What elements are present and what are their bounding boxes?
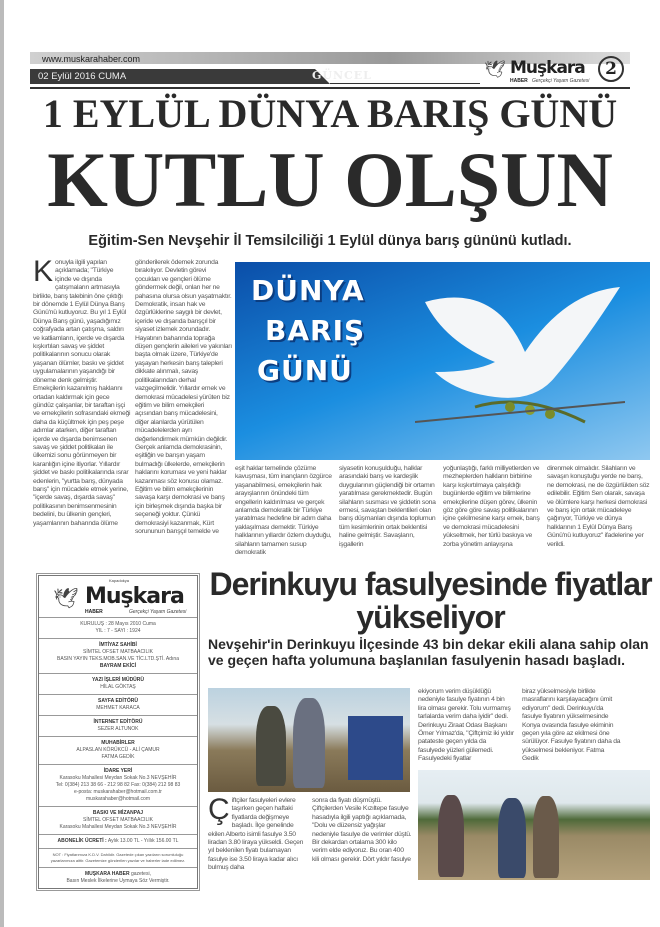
article2-column-2: sonra da fiyatı düşmüştü. Çiftçilerden Vesile Kızıltepe fasulye hasadıyla ilgili yaptığı açıklamada, "Dolu ve düzensiz yağışlar nedeniyle fasulye de verimler düştü. Bir dekardan ortalama 300 kilo verim elde ediyoruz. Bu oran 400 kili olması gerekir. Dört yıldır fasulye <box>312 797 412 863</box>
drop-cap: Ç <box>208 793 230 826</box>
logo-haber: HABER <box>85 609 103 615</box>
article1-column-1 <box>33 255 131 528</box>
masthead-founded: KURULUŞ : 28 Mayıs 2010 Cuma YIL : 7 - SAYI : 1924 <box>39 618 197 639</box>
drop-cap: K <box>33 255 54 288</box>
logo-haber: HABER <box>510 78 528 84</box>
article2-column-4: biraz yükselmesiyle birlikte masraflarını karşılayacağını ümit ediyorum" dedi. Derinkuyu'da fasulye fiyatının yükselmesinde Konya ovasında fasulye ekiminin geçen yıla göre az ekilmesi öne sürülüyor. Fasulye fiyatının daha da yükselmesi bekleniyor. Fatma Gedik <box>522 688 621 763</box>
farmer-figure <box>293 698 325 788</box>
logo-tagline: Gerçekçi Yaşam Gazetesi <box>532 78 590 84</box>
article1-subheadline: Eğitim-Sen Nevşehir İl Temsilciliği 1 Eylül dünya barış gününü kutladı. <box>88 233 572 249</box>
page-edge <box>0 0 4 927</box>
website-url[interactable]: www.muskarahaber.com <box>42 54 141 64</box>
article1-column-3: eşit haklar temelinde çözüme kavuşması, tüm inançların özgürce yaşanabilmesi, emekçilerin hak arayışlarının önündeki tüm engellerin kaldırılması ve gerçek anlamda demokratik bir Türkiye yaratılması hedefine bir adım daha yaklaşılması demektir. Türkiye halklarının yıllardır özlem duyduğu, silahların tamamen susup demokratik <box>235 465 332 557</box>
section-label: GÜNCEL <box>312 69 372 82</box>
harvest-photo <box>208 688 410 792</box>
masthead-page-editor: SAYFA EDİTÖRÜ MEHMET KARACA <box>39 695 197 716</box>
image-text-baris: BARIŞ <box>265 314 366 347</box>
column-text: iftçiler fasulyeleri evlere taşırken geçen haftaki fiyatlarda değişmeye başladı. İlçe genelinde ekilen Alberto isimli fasulye 3.50 liradan 3.80 liraya yükseldi. Geçen yıl beklenilen fiyatı bulamayan fasulye ise 3.50 liraya kadar alıcı bulmuş daha <box>208 797 304 872</box>
masthead-editor: YAZI İŞLERİ MÜDÜRÜ HİLAL GÖKTAŞ <box>39 674 197 695</box>
farmer-figure <box>498 798 526 878</box>
masthead-owner: İMTİYAZ SAHİBİ SİMTEL OFSET MATBAACILIK BASIN YAYIN TEKS.MOB.SAN.VE TİC.LTD.ŞTİ. Adına BAYRAM EKİCİ <box>39 639 197 674</box>
article1-column-2: gönderilerek ödemek zorunda bırakılıyor. Devletin görevi çocukları ve gençleri ölüme göndermek değil, onları her ne pahasına olursa olsun yaşatmaktır. Demokratik, insan hak ve özgürlüklerine saygılı bir devlet, içeride ve dışarıda barışçıl bir siyaset izlemek zorundadır. Hayatının baharında toprağa düşen gençlerin aileleri ve yakınları başta olmak üzere, Türkiye'de yaşayan herkesin barış talepleri dikkate alınmalı, savaş politikalarından derhal vazgeçilmelidir. Yıllardır emek ve demokrasi mücadelesi yürüten biz eğitim ve bilim emekçileri açısından barış mücadelesini, diğer alanlarda yürütülen mücadelelerden ayrı değerlendirmek mümkün değildir. Gerçek anlamda demokrasinin, eşitliğin ve barışın yaşam bulmadığı ülkelerde, emekçilerin haklarını koruması ve yeni haklar kazanması söz konusu olamaz. Eğitim ve bilim emekçilerinin savaşa karşı demokrasi ve barış için birleşmek dışında başka bir seçeneği yoktur. Çünkü demokrasiyi kazanmak, Kürt sorununun barışçıl temelde ve <box>135 259 232 535</box>
article1-column-5: yoğunlaştığı, farklı milliyetlerden ve mezheplerden halkların birbirine karşı kışkırtılmaya çalışıldığı bugünlerde eğitim ve bilimlerine emekçilerine düşen görev, ülkenin göz göre göre savaş politikalarının içine çekilmesine karşı emek, barış ve demokrasi mücadelesini yükseltmek, her türlü baskıya ve zorba yönetim anlayışına <box>443 465 540 548</box>
article1-column-6: direnmek olmalıdır. Silahların ve savaşın konuştuğu yerde ne barış, ne demokrasi, ne de özgürlükten söz edilebilir. Eğitim Sen olarak, savaşa ve ölümlere karşı herkesi demokrasi ve barış için ortak mücadeleye çağırıyor, Türkiye ve dünya halklarının 1 Eylül Dünya Barış Günü'nü kutluyoruz" ifadelerine yer verildi. <box>547 465 650 548</box>
masthead-ethics: MUŞKARA HABER gazetesi, Basın Meslek İlkelerine Uymaya Söz Vermiştir. <box>66 871 170 884</box>
farmer-figure <box>533 796 559 878</box>
issue-date: 02 Eylül 2016 CUMA <box>38 71 127 82</box>
headline-line-2: KUTLU OLŞUN <box>47 136 613 223</box>
logo-wordmark: Muşkara <box>510 58 585 78</box>
image-text-dunya: DÜNYA <box>251 274 365 307</box>
article1-column-4: siyasetin konuşulduğu, halklar arasındaki barış ve kardeşlik duygularının güçlendiği bir ortamın yaratılması gerekmektedir. Bugün silahların susması ve şiddetin sona ermesi, savaştan beklentileri olan barış düşmanları dışında toplumun tüm kesimlerinin ortak beklentisi haline gelmiştir. Savaşların, işgallerin <box>339 465 436 548</box>
masthead-print: BASKI VE MİZANPAJ SİMTEL OFSET MATBAACILIK Karasoku Mahallesi Meydan Sokak No.3 NEVŞEHİR <box>39 807 197 835</box>
farmer-figure <box>438 795 464 877</box>
column-text: onuyla ilgili yapılan açıklamada; "Türkiye içinde ve dışında çatışmaların artmasıyla birlikte, barış talebinin öne çıktığı bir dönemde 1 Eylül Dünya Barış Günü'nü kutluyoruz. Bu yıl 1 Eylül Dünya Barış günü, yaşadığımız coğrafyada artan çatışma, saldırı ve katliamların, içerde ve dışarda kışkırtılan savaş ve şiddet politikalarının sonucu olarak yaşanan ölümler, baskı ve şiddet uygulamalarının yaşandığı bir döneme denk gelmiştir. Emekçilerin kazanılmış haklarını ortadan kaldırmak için gece gündüz çalışanlar, bir taraftan işçi ve emekçilerin sofrasındaki ekmeği daha da küçültmek için peş peşe adımlar atarken, diğer taraftan içerde ve dışarda benimsenen savaş ve şiddet politikaları ile ülkemizi sonu görünmeyen bir karanlığın içine itiyorlar. Yıllardır şiddet ve baskı politikalarında ısrar edenlerin, "yurtta barış, dünyada barış" için mücadele etmek yerine, "içerde savaş, dışarda savaş" politikasının benimsenmesinin bedelini, bu ülkenin gençleri, yaşamlarının baharında ölüme <box>33 259 131 527</box>
masthead-box <box>38 575 198 889</box>
farmer-figure <box>256 706 286 786</box>
logo-region: Kapadokya <box>109 578 130 583</box>
article2-subheadline: Nevşehir'in Derinkuyu İlçesinde 43 bin dekar ekili alana sahip olan ve geçen hafta yolumuna başlanılan fasulyenin hasadı başladı. <box>208 636 649 668</box>
page-number: 2 <box>598 56 624 82</box>
article2-headline: Derinkuyu fasulyesinde fiyatlar yükseliyor <box>209 566 652 635</box>
image-text-gunu: GÜNÜ <box>257 354 353 387</box>
farmers-photo <box>418 770 650 880</box>
masthead-note: NOT : Fiyatlarımıza K.D.V. Dahildir. Gazetede çıkan yazıların sorumluluğu yazarlarımıza aittir. Gazetemize gönderilen yazılar ve haberler iade edilmez. <box>39 849 197 868</box>
masthead-office: İDARE YERİ Karasoku Mahallesi Meydan Sokak No.3 NEVŞEHİR Tel: 0(384) 213 38 66 - 212 98 82 Fax: 0(384) 212 98 83 e-posta: muskarahaber@hotmail.com.tr muskarahaber@hotmail.com <box>39 765 197 807</box>
masthead-subscription: ABONELİK ÜCRETİ : Aylık 13.00 TL - Yıllık 156.00 TL <box>39 835 197 849</box>
dove-logo-icon: 🕊 <box>484 60 506 79</box>
masthead-internet-editor: İNTERNET EDİTÖRÜ SEZER ALTUNOK <box>39 716 197 737</box>
article2-column-3: ekiyorum verim düşüklüğü nedeniyle fasulye fiyatının 4 bin lira olması gerekir. Tolu vurmamış tarlalarda verim daha iyidir" dedi. Derinkuyu Ziraat Odası Başkanı Ömer Yılmaz'da, "Çiftçimiz iki yıldır patateste geçen yılda da fasulyede yüzleri gülemedi. Fasulyedeki fiyatlar <box>418 688 514 763</box>
article2-column-1 <box>208 793 306 873</box>
masthead-logo <box>39 576 197 618</box>
newspaper-logo <box>484 55 592 85</box>
dove-logo-icon: 🕊 <box>53 588 79 610</box>
tractor-shape <box>348 716 403 780</box>
masthead-reporters: MUHABİRLER ALPASLAN KÖRÜKCÜ - ALİ ÇAMUR FATMA GEDİK <box>39 737 197 765</box>
logo-tagline: Gerçekçi Yaşam Gazetesi <box>129 609 187 615</box>
peace-day-image <box>235 262 650 460</box>
logo-wordmark: Muşkara <box>85 584 184 609</box>
divider <box>330 83 480 84</box>
dove-illustration-icon <box>415 282 625 432</box>
headline-line-1: 1 EYLÜL DÜNYA BARIŞ GÜNÜ <box>42 91 618 136</box>
header-rule <box>30 87 630 89</box>
